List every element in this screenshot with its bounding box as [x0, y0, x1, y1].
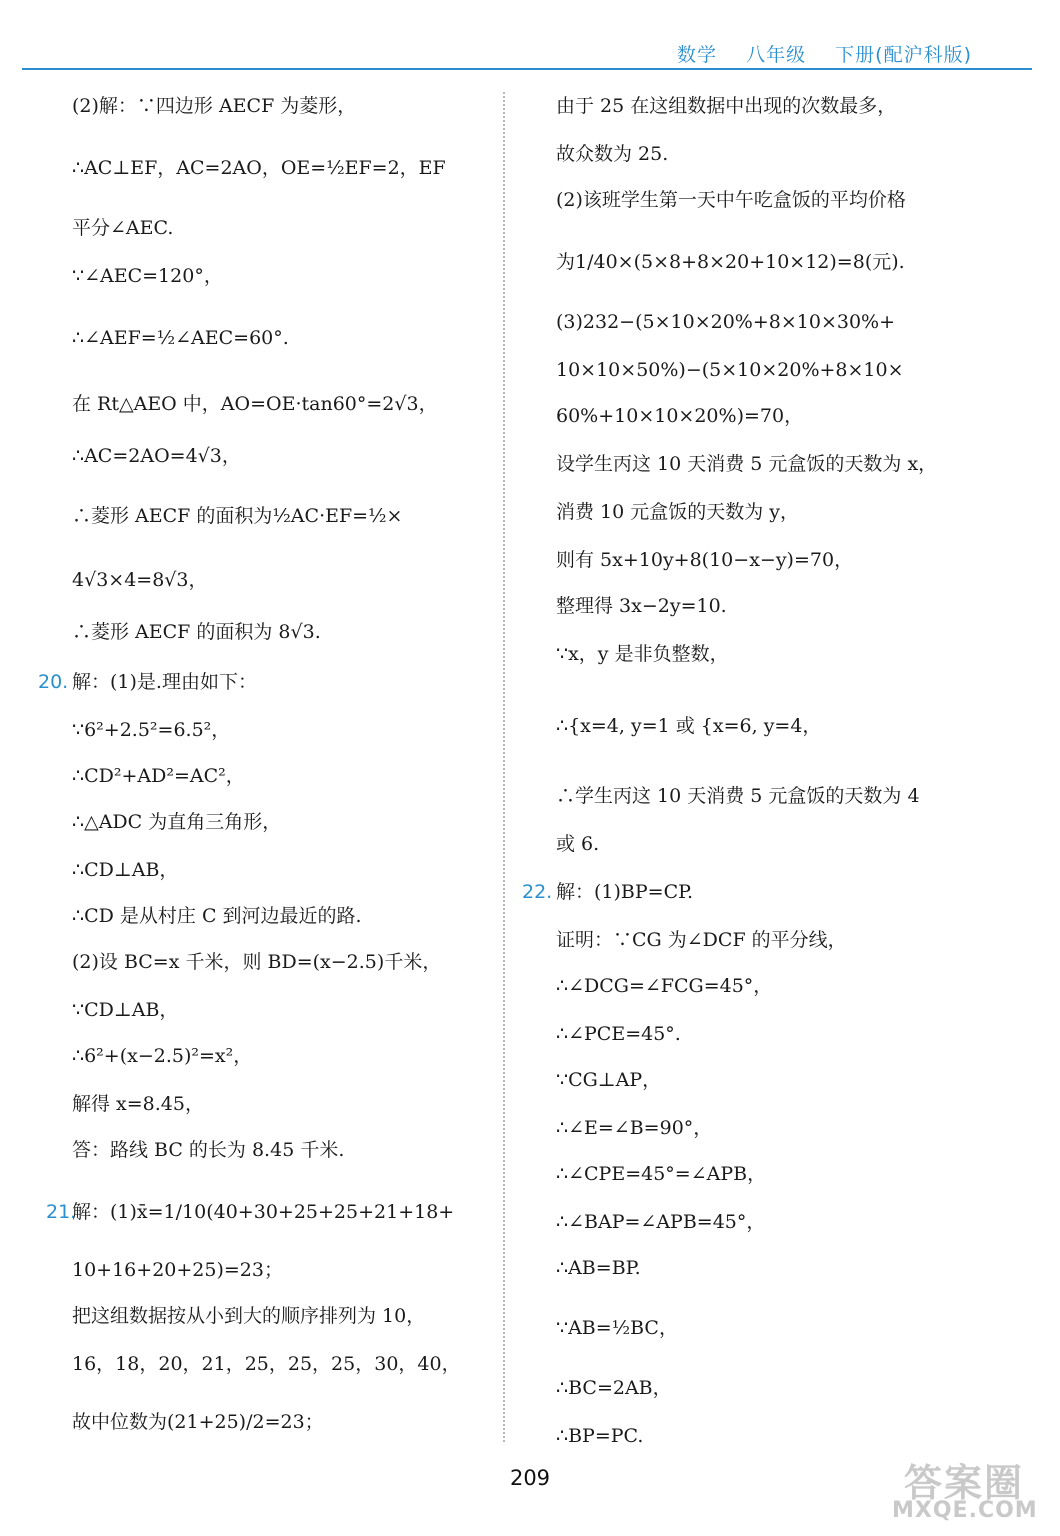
text-line: ∴∠CPE=45°=∠APB，: [556, 1163, 767, 1185]
text-line: 解：(1)是.理由如下：: [72, 671, 257, 693]
text-line: ∴CD²+AD²=AC²，: [72, 765, 245, 787]
text-line: 解：(1)BP=CP.: [556, 881, 694, 903]
text-line: 平分∠AEC.: [72, 217, 174, 239]
header-grade: 八年级: [746, 44, 807, 66]
watermark-url: MXQE.COM: [892, 1498, 1038, 1523]
header-volume: 下册(配沪科版): [835, 44, 972, 66]
text-line: ∵CG⊥AP，: [556, 1069, 662, 1091]
text-line: 整理得 3x−2y=10.: [556, 595, 727, 617]
text-line: ∴∠E=∠B=90°，: [556, 1117, 713, 1139]
text-line: ∵AB=½BC，: [556, 1317, 678, 1339]
text-line: ∴菱形 AECF 的面积为½AC·EF=½×: [72, 505, 403, 527]
text-line: (2)设 BC=x 千米，则 BD=(x−2.5)千米，: [72, 951, 442, 973]
text-line: ∴BP=PC.: [556, 1425, 644, 1447]
question-number: 20.: [38, 671, 69, 693]
text-line: 为1/40×(5×8+8×20+10×12)=8(元).: [556, 251, 905, 273]
text-line: ∵x，y 是非负整数，: [556, 643, 729, 665]
text-line: 由于 25 在这组数据中出现的次数最多，: [556, 95, 897, 117]
text-line: ∴6²+(x−2.5)²=x²，: [72, 1045, 253, 1067]
text-line: ∴AC=2AO=4√3，: [72, 445, 241, 467]
text-line: ∴∠AEF=½∠AEC=60°.: [72, 327, 289, 349]
text-line: ∵CD⊥AB，: [72, 999, 179, 1021]
text-line: 16，18，20，21，25，25，25，30，40，: [72, 1353, 461, 1375]
text-line: ∴AC⊥EF，AC=2AO，OE=½EF=2，EF: [72, 157, 446, 179]
watermark: [892, 1452, 1042, 1526]
text-line: ∴∠BAP=∠APB=45°，: [556, 1211, 766, 1233]
text-line: 答：路线 BC 的长为 8.45 千米.: [72, 1139, 345, 1161]
text-line: ∴AB=BP.: [556, 1257, 641, 1279]
text-line: ∴∠PCE=45°.: [556, 1023, 681, 1045]
question-number: 22.: [522, 881, 553, 903]
header-text: [655, 40, 972, 67]
header-subject: 数学: [677, 44, 718, 66]
text-line: 故中位数为(21+25)/2=23；: [72, 1411, 324, 1433]
text-line: ∵∠AEC=120°，: [72, 265, 223, 287]
text-line: 或 6.: [556, 833, 600, 855]
text-line: 故众数为 25.: [556, 143, 669, 165]
watermark-logo: 答案圈: [904, 1461, 1025, 1505]
text-line: 解：(1)x̄=1/10(40+30+25+25+21+18+: [72, 1201, 455, 1223]
text-line: ∴BC=2AB，: [556, 1377, 672, 1399]
page-number: 209: [509, 1466, 551, 1490]
text-line: ∴△ADC 为直角三角形，: [72, 811, 282, 833]
text-line: (3)232−(5×10×20%+8×10×30%+: [556, 311, 896, 333]
text-line: 把这组数据按从小到大的顺序排列为 10，: [72, 1305, 426, 1327]
text-line: ∴菱形 AECF 的面积为 8√3.: [72, 621, 321, 643]
text-line: ∴∠DCG=∠FCG=45°，: [556, 975, 773, 997]
text-line: 10+16+20+25)=23；: [72, 1259, 283, 1281]
text-line: ∴{x=4, y=1 或 {x=6, y=4，: [556, 715, 822, 737]
text-line: ∴CD⊥AB，: [72, 859, 179, 881]
text-line: ∴CD 是从村庄 C 到河边最近的路.: [72, 905, 362, 927]
text-line: 在 Rt△AEO 中，AO=OE·tan60°=2√3，: [72, 393, 438, 415]
text-line: 10×10×50%)−(5×10×20%+8×10×: [556, 359, 904, 381]
text-line: 4√3×4=8√3，: [72, 569, 208, 591]
column-divider: [503, 92, 505, 1442]
question-number: 21.: [46, 1201, 77, 1223]
text-line: 60%+10×10×20%)=70，: [556, 405, 804, 427]
text-line: ∴学生丙这 10 天消费 5 元盒饭的天数为 4: [556, 785, 920, 807]
text-line: 解得 x=8.45，: [72, 1093, 204, 1115]
text-line: 证明：∵CG 为∠DCF 的平分线，: [556, 929, 847, 951]
page-header: [22, 30, 1032, 70]
text-line: (2)解：∵四边形 AECF 为菱形，: [72, 95, 357, 117]
text-line: 设学生丙这 10 天消费 5 元盒饭的天数为 x，: [556, 453, 938, 475]
text-line: ∵6²+2.5²=6.5²，: [72, 719, 231, 741]
text-line: (2)该班学生第一天中午吃盒饭的平均价格: [556, 189, 906, 211]
text-line: 则有 5x+10y+8(10−x−y)=70，: [556, 549, 854, 571]
text-line: 消费 10 元盒饭的天数为 y，: [556, 501, 800, 523]
